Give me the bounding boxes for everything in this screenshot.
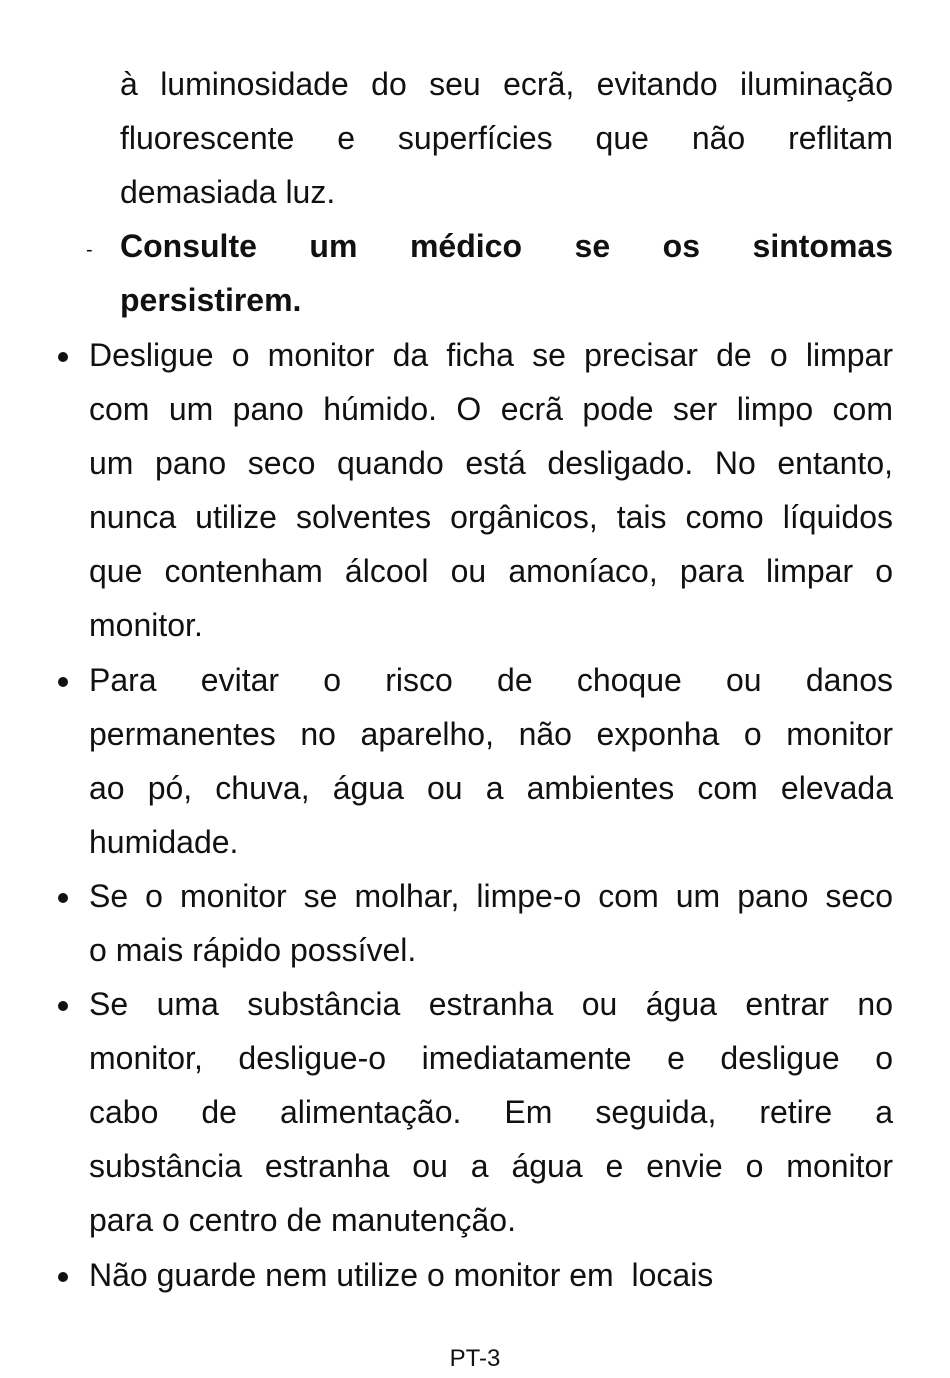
text-line: nunca utilize solventes orgânicos, tais como líquidos (89, 499, 893, 535)
bullet-icon (58, 352, 68, 362)
text-line: fluorescente e superfícies que não reflitam (120, 120, 893, 156)
text-line: Consulte um médico se os sintomas (120, 228, 893, 264)
text-line: com um pano húmido. O ecrã pode ser limpo com (89, 391, 893, 427)
bullet-icon (58, 677, 68, 687)
text-line: Para evitar o risco de choque ou danos (89, 662, 893, 698)
text-line: humidade. (89, 824, 239, 860)
text-line: o mais rápido possível. (89, 932, 417, 968)
bullet-icon (58, 1001, 68, 1011)
text-line: cabo de alimentação. Em seguida, retire a (89, 1094, 893, 1130)
text-line: persistirem. (120, 282, 302, 318)
text-line: Se o monitor se molhar, limpe-o com um pano seco (89, 878, 893, 914)
bullet-icon (58, 1272, 68, 1282)
text-line: para o centro de manutenção. (89, 1202, 516, 1238)
text-line: Se uma substância estranha ou água entrar no (89, 986, 893, 1022)
text-line: Não guarde nem utilize o monitor em locais (89, 1257, 714, 1293)
text-line: substância estranha ou a água e envie o monitor (89, 1148, 893, 1184)
text-line: ao pó, chuva, água ou a ambientes com elevada (89, 770, 893, 806)
dash-marker: - (86, 239, 93, 261)
text-line: monitor, desligue-o imediatamente e desligue o (89, 1040, 893, 1076)
text-line: Desligue o monitor da ficha se precisar de o limpar (89, 337, 893, 373)
text-line: um pano seco quando está desligado. No entanto, (89, 445, 893, 481)
bullet-icon (58, 893, 68, 903)
text-line: monitor. (89, 607, 203, 643)
text-line: demasiada luz. (120, 174, 336, 210)
text-line: que contenham álcool ou amoníaco, para limpar o (89, 553, 893, 589)
page-number: PT-3 (449, 1345, 501, 1372)
text-line: permanentes no aparelho, não exponha o monitor (89, 716, 893, 752)
text-line: à luminosidade do seu ecrã, evitando iluminação (120, 66, 893, 102)
